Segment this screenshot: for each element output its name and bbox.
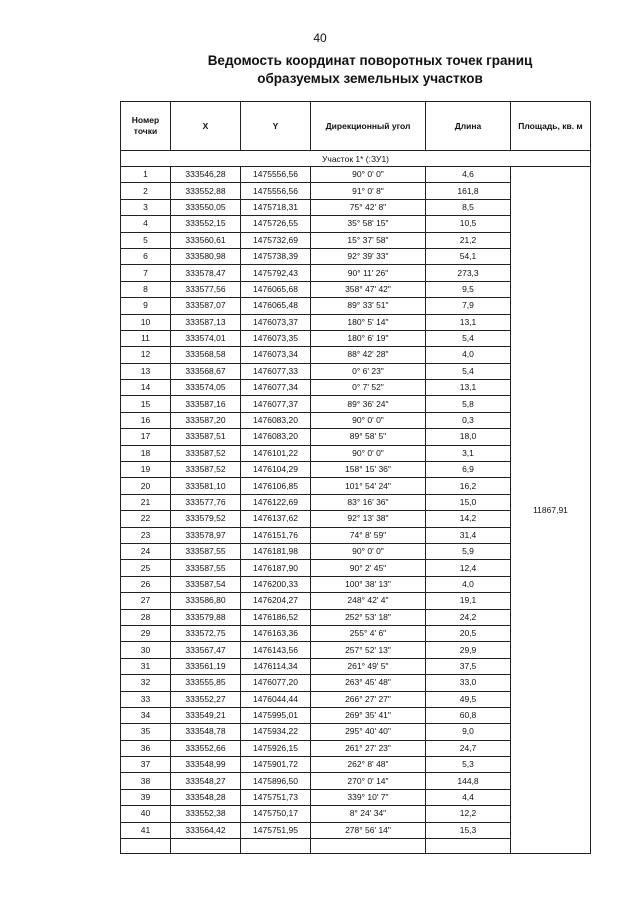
length-cell: 16,2 <box>426 478 511 494</box>
y-cell: 1476204,27 <box>241 593 311 609</box>
direction-angle-cell: 91° 0' 8" <box>311 183 426 199</box>
title-line-1: Ведомость координат поворотных точек границ <box>207 53 533 68</box>
direction-angle-cell: 83° 16' 36" <box>311 494 426 510</box>
length-cell: 13,1 <box>426 314 511 330</box>
point-number-cell: 21 <box>121 494 171 510</box>
direction-angle-cell: 262° 8' 48" <box>311 757 426 773</box>
x-cell: 333552,38 <box>171 806 241 822</box>
point-number-cell: 23 <box>121 527 171 543</box>
direction-angle-cell: 35° 58' 15" <box>311 216 426 232</box>
y-cell: 1476137,62 <box>241 511 311 527</box>
y-cell: 1476181,98 <box>241 543 311 559</box>
direction-angle-cell: 90° 11' 26" <box>311 265 426 281</box>
x-cell: 333587,20 <box>171 412 241 428</box>
point-number-cell: 28 <box>121 609 171 625</box>
length-cell: 21,2 <box>426 232 511 248</box>
empty-cell <box>121 839 171 854</box>
direction-angle-cell: 0° 6' 23" <box>311 363 426 379</box>
x-cell: 333568,58 <box>171 347 241 363</box>
length-cell: 24,7 <box>426 740 511 756</box>
length-cell: 273,3 <box>426 265 511 281</box>
length-cell: 10,5 <box>426 216 511 232</box>
section-label: Участок 1* (:ЗУ1) <box>121 151 591 167</box>
point-number-cell: 4 <box>121 216 171 232</box>
direction-angle-cell: 8° 24' 34" <box>311 806 426 822</box>
y-cell: 1476101,22 <box>241 445 311 461</box>
point-number-cell: 34 <box>121 707 171 723</box>
length-cell: 15,0 <box>426 494 511 510</box>
length-cell: 14,2 <box>426 511 511 527</box>
y-cell: 1476114,34 <box>241 658 311 674</box>
y-cell: 1475750,17 <box>241 806 311 822</box>
direction-angle-cell: 90° 0' 0" <box>311 412 426 428</box>
coordinates-table <box>120 101 591 854</box>
point-number-cell: 5 <box>121 232 171 248</box>
y-cell: 1476077,34 <box>241 380 311 396</box>
y-cell: 1476187,90 <box>241 560 311 576</box>
point-number-cell: 10 <box>121 314 171 330</box>
x-cell: 333567,47 <box>171 642 241 658</box>
title-line-2: образуемых земельных участков <box>257 71 483 86</box>
length-cell: 3,1 <box>426 445 511 461</box>
direction-angle-cell: 89° 58' 5" <box>311 429 426 445</box>
x-cell: 333587,55 <box>171 543 241 559</box>
direction-angle-cell: 261° 27' 23" <box>311 740 426 756</box>
direction-angle-cell: 295° 40' 40" <box>311 724 426 740</box>
length-cell: 4,4 <box>426 789 511 805</box>
y-cell: 1476077,20 <box>241 675 311 691</box>
y-cell: 1476044,44 <box>241 691 311 707</box>
header-y: Y <box>241 102 311 151</box>
length-cell: 7,9 <box>426 298 511 314</box>
document-title <box>150 52 590 88</box>
length-cell: 29,9 <box>426 642 511 658</box>
point-number-cell: 26 <box>121 576 171 592</box>
point-number-cell: 25 <box>121 560 171 576</box>
point-number-cell: 12 <box>121 347 171 363</box>
x-cell: 333555,85 <box>171 675 241 691</box>
point-number-cell: 9 <box>121 298 171 314</box>
x-cell: 333572,75 <box>171 625 241 641</box>
direction-angle-cell: 278° 56' 14" <box>311 822 426 838</box>
y-cell: 1476073,35 <box>241 330 311 346</box>
y-cell: 1476073,34 <box>241 347 311 363</box>
y-cell: 1476083,20 <box>241 412 311 428</box>
point-number-cell: 11 <box>121 330 171 346</box>
point-number-cell: 37 <box>121 757 171 773</box>
y-cell: 1475792,43 <box>241 265 311 281</box>
x-cell: 333578,97 <box>171 527 241 543</box>
length-cell: 20,5 <box>426 625 511 641</box>
length-cell: 4,0 <box>426 576 511 592</box>
direction-angle-cell: 15° 37' 58" <box>311 232 426 248</box>
x-cell: 333579,52 <box>171 511 241 527</box>
length-cell: 5,3 <box>426 757 511 773</box>
empty-cell <box>426 839 511 854</box>
point-number-cell: 40 <box>121 806 171 822</box>
header-length: Длина <box>426 102 511 151</box>
area-cell: 11867,91 <box>511 167 591 854</box>
length-cell: 9,5 <box>426 281 511 297</box>
direction-angle-cell: 263° 45' 48" <box>311 675 426 691</box>
length-cell: 161,8 <box>426 183 511 199</box>
y-cell: 1476104,29 <box>241 462 311 478</box>
direction-angle-cell: 261° 49' 5" <box>311 658 426 674</box>
point-number-cell: 32 <box>121 675 171 691</box>
table-header-row <box>121 102 591 151</box>
y-cell: 1476083,20 <box>241 429 311 445</box>
direction-angle-cell: 257° 52' 13" <box>311 642 426 658</box>
length-cell: 6,9 <box>426 462 511 478</box>
point-number-cell: 16 <box>121 412 171 428</box>
length-cell: 31,4 <box>426 527 511 543</box>
direction-angle-cell: 269° 35' 41" <box>311 707 426 723</box>
point-number-cell: 19 <box>121 462 171 478</box>
y-cell: 1475718,31 <box>241 199 311 215</box>
x-cell: 333577,76 <box>171 494 241 510</box>
header-point-number: Номер точки <box>121 102 171 151</box>
direction-angle-cell: 100° 38' 13" <box>311 576 426 592</box>
x-cell: 333548,78 <box>171 724 241 740</box>
point-number-cell: 24 <box>121 543 171 559</box>
length-cell: 12,2 <box>426 806 511 822</box>
point-number-cell: 35 <box>121 724 171 740</box>
length-cell: 5,4 <box>426 363 511 379</box>
direction-angle-cell: 90° 0' 0" <box>311 543 426 559</box>
length-cell: 9,0 <box>426 724 511 740</box>
y-cell: 1475738,39 <box>241 248 311 264</box>
y-cell: 1476143,56 <box>241 642 311 658</box>
point-number-cell: 13 <box>121 363 171 379</box>
y-cell: 1475995,01 <box>241 707 311 723</box>
x-cell: 333552,27 <box>171 691 241 707</box>
empty-cell <box>311 839 426 854</box>
direction-angle-cell: 180° 5' 14" <box>311 314 426 330</box>
x-cell: 333587,54 <box>171 576 241 592</box>
length-cell: 4,6 <box>426 167 511 183</box>
y-cell: 1475556,56 <box>241 183 311 199</box>
empty-cell <box>241 839 311 854</box>
direction-angle-cell: 339° 10' 7" <box>311 789 426 805</box>
point-number-cell: 29 <box>121 625 171 641</box>
length-cell: 24,2 <box>426 609 511 625</box>
header-direction-angle: Дирекционный угол <box>311 102 426 151</box>
direction-angle-cell: 248° 42' 4" <box>311 593 426 609</box>
direction-angle-cell: 252° 53' 18" <box>311 609 426 625</box>
point-number-cell: 7 <box>121 265 171 281</box>
table-row <box>121 167 591 183</box>
x-cell: 333564,42 <box>171 822 241 838</box>
direction-angle-cell: 92° 13' 38" <box>311 511 426 527</box>
x-cell: 333587,16 <box>171 396 241 412</box>
section-row <box>121 151 591 167</box>
length-cell: 5,9 <box>426 543 511 559</box>
length-cell: 19,1 <box>426 593 511 609</box>
direction-angle-cell: 358° 47' 42" <box>311 281 426 297</box>
x-cell: 333587,51 <box>171 429 241 445</box>
length-cell: 15,3 <box>426 822 511 838</box>
direction-angle-cell: 266° 27' 27" <box>311 691 426 707</box>
y-cell: 1475732,69 <box>241 232 311 248</box>
x-cell: 333552,88 <box>171 183 241 199</box>
x-cell: 333548,99 <box>171 757 241 773</box>
x-cell: 333546,28 <box>171 167 241 183</box>
point-number-cell: 31 <box>121 658 171 674</box>
direction-angle-cell: 255° 4' 6" <box>311 625 426 641</box>
direction-angle-cell: 158° 15' 36" <box>311 462 426 478</box>
direction-angle-cell: 75° 42' 8" <box>311 199 426 215</box>
y-cell: 1475726,55 <box>241 216 311 232</box>
direction-angle-cell: 90° 0' 0" <box>311 167 426 183</box>
length-cell: 5,4 <box>426 330 511 346</box>
y-cell: 1475556,56 <box>241 167 311 183</box>
y-cell: 1476073,37 <box>241 314 311 330</box>
y-cell: 1476122,69 <box>241 494 311 510</box>
y-cell: 1475751,95 <box>241 822 311 838</box>
x-cell: 333587,07 <box>171 298 241 314</box>
y-cell: 1476065,68 <box>241 281 311 297</box>
x-cell: 333574,01 <box>171 330 241 346</box>
point-number-cell: 2 <box>121 183 171 199</box>
direction-angle-cell: 180° 6' 19" <box>311 330 426 346</box>
x-cell: 333552,15 <box>171 216 241 232</box>
point-number-cell: 38 <box>121 773 171 789</box>
x-cell: 333587,13 <box>171 314 241 330</box>
y-cell: 1476200,33 <box>241 576 311 592</box>
y-cell: 1476065,48 <box>241 298 311 314</box>
direction-angle-cell: 101° 54' 24" <box>311 478 426 494</box>
point-number-cell: 27 <box>121 593 171 609</box>
x-cell: 333587,55 <box>171 560 241 576</box>
table-body <box>121 167 591 854</box>
x-cell: 333578,47 <box>171 265 241 281</box>
point-number-cell: 18 <box>121 445 171 461</box>
length-cell: 33,0 <box>426 675 511 691</box>
length-cell: 18,0 <box>426 429 511 445</box>
length-cell: 12,4 <box>426 560 511 576</box>
empty-cell <box>171 839 241 854</box>
direction-angle-cell: 74° 8' 59" <box>311 527 426 543</box>
y-cell: 1476077,37 <box>241 396 311 412</box>
y-cell: 1475896,50 <box>241 773 311 789</box>
length-cell: 4,0 <box>426 347 511 363</box>
y-cell: 1476151,76 <box>241 527 311 543</box>
header-area: Площадь, кв. м <box>511 102 591 151</box>
length-cell: 54,1 <box>426 248 511 264</box>
point-number-cell: 41 <box>121 822 171 838</box>
x-cell: 333577,56 <box>171 281 241 297</box>
point-number-cell: 15 <box>121 396 171 412</box>
header-x: X <box>171 102 241 151</box>
direction-angle-cell: 270° 0' 14" <box>311 773 426 789</box>
direction-angle-cell: 0° 7' 52" <box>311 380 426 396</box>
point-number-cell: 20 <box>121 478 171 494</box>
point-number-cell: 36 <box>121 740 171 756</box>
point-number-cell: 33 <box>121 691 171 707</box>
x-cell: 333586,80 <box>171 593 241 609</box>
y-cell: 1475901,72 <box>241 757 311 773</box>
point-number-cell: 8 <box>121 281 171 297</box>
y-cell: 1476186,52 <box>241 609 311 625</box>
x-cell: 333581,10 <box>171 478 241 494</box>
length-cell: 144,8 <box>426 773 511 789</box>
direction-angle-cell: 89° 33' 51" <box>311 298 426 314</box>
length-cell: 13,1 <box>426 380 511 396</box>
x-cell: 333574,05 <box>171 380 241 396</box>
length-cell: 5,8 <box>426 396 511 412</box>
x-cell: 333548,28 <box>171 789 241 805</box>
length-cell: 49,5 <box>426 691 511 707</box>
x-cell: 333579,88 <box>171 609 241 625</box>
direction-angle-cell: 88° 42' 28" <box>311 347 426 363</box>
point-number-cell: 22 <box>121 511 171 527</box>
point-number-cell: 30 <box>121 642 171 658</box>
length-cell: 60,8 <box>426 707 511 723</box>
y-cell: 1475934,22 <box>241 724 311 740</box>
y-cell: 1476106,85 <box>241 478 311 494</box>
direction-angle-cell: 90° 2' 45" <box>311 560 426 576</box>
x-cell: 333568,67 <box>171 363 241 379</box>
direction-angle-cell: 92° 39' 33" <box>311 248 426 264</box>
direction-angle-cell: 90° 0' 0" <box>311 445 426 461</box>
y-cell: 1475751,73 <box>241 789 311 805</box>
y-cell: 1475926,15 <box>241 740 311 756</box>
x-cell: 333587,52 <box>171 445 241 461</box>
x-cell: 333580,98 <box>171 248 241 264</box>
x-cell: 333561,19 <box>171 658 241 674</box>
x-cell: 333550,05 <box>171 199 241 215</box>
x-cell: 333549,21 <box>171 707 241 723</box>
y-cell: 1476077,33 <box>241 363 311 379</box>
point-number-cell: 39 <box>121 789 171 805</box>
length-cell: 37,5 <box>426 658 511 674</box>
point-number-cell: 17 <box>121 429 171 445</box>
point-number-cell: 3 <box>121 199 171 215</box>
direction-angle-cell: 89° 36' 24" <box>311 396 426 412</box>
point-number-cell: 1 <box>121 167 171 183</box>
page-number: 40 <box>313 31 327 45</box>
x-cell: 333560,61 <box>171 232 241 248</box>
y-cell: 1476163,36 <box>241 625 311 641</box>
x-cell: 333548,27 <box>171 773 241 789</box>
point-number-cell: 6 <box>121 248 171 264</box>
x-cell: 333587,52 <box>171 462 241 478</box>
x-cell: 333552,66 <box>171 740 241 756</box>
point-number-cell: 14 <box>121 380 171 396</box>
length-cell: 0,3 <box>426 412 511 428</box>
length-cell: 8,5 <box>426 199 511 215</box>
